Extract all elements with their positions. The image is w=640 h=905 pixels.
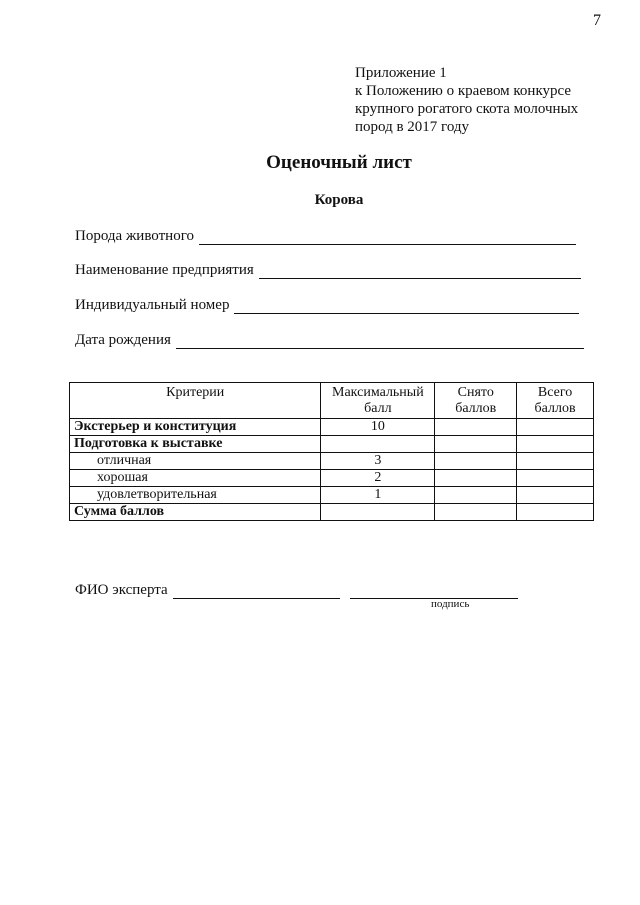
document-subtitle: Корова xyxy=(314,192,364,208)
appendix-line: пород в 2017 году xyxy=(355,119,470,135)
expert-signature-fill-line[interactable] xyxy=(350,584,518,599)
table-row xyxy=(70,487,594,504)
birth-date-label: Дата рождения xyxy=(75,332,171,348)
removed-points-cell[interactable] xyxy=(435,504,517,521)
max-score-cell: 10 xyxy=(321,419,435,436)
individual-number-fill-line[interactable] xyxy=(234,299,579,314)
removed-points-cell[interactable] xyxy=(435,453,517,470)
total-points-cell[interactable] xyxy=(517,504,594,521)
max-score-cell xyxy=(321,436,435,453)
appendix-line: крупного рогатого скота молочных xyxy=(355,101,579,117)
table-row xyxy=(70,419,594,436)
breed-fill-line[interactable] xyxy=(199,230,576,245)
breed-label: Порода животного xyxy=(75,228,194,244)
criterion-cell: Экстерьер и конституция xyxy=(70,419,321,436)
criterion-cell: Подготовка к выставке xyxy=(70,436,321,453)
table-header-row xyxy=(70,383,594,419)
removed-points-cell[interactable] xyxy=(435,487,517,504)
birth-date-fill-line[interactable] xyxy=(176,334,584,349)
max-score-cell: 3 xyxy=(321,453,435,470)
header-removed-points: Снято баллов xyxy=(435,383,517,419)
criteria-table xyxy=(69,382,594,521)
table-row xyxy=(70,453,594,470)
table-row xyxy=(70,504,594,521)
appendix-header xyxy=(355,64,578,136)
header-total-points: Всего баллов xyxy=(517,383,594,419)
table-row xyxy=(70,436,594,453)
criterion-cell: отличная xyxy=(70,453,321,470)
enterprise-field xyxy=(75,262,581,279)
expert-name-fill-line[interactable] xyxy=(173,584,340,599)
enterprise-label: Наименование предприятия xyxy=(75,262,254,278)
criterion-cell: удовлетворительная xyxy=(70,487,321,504)
signature-caption: подпись xyxy=(431,598,470,610)
removed-points-cell[interactable] xyxy=(435,419,517,436)
max-score-cell: 2 xyxy=(321,470,435,487)
individual-number-field xyxy=(75,297,579,314)
total-points-cell[interactable] xyxy=(517,453,594,470)
criterion-cell: хорошая xyxy=(70,470,321,487)
individual-number-label: Индивидуальный номер xyxy=(75,297,230,313)
total-points-cell[interactable] xyxy=(517,470,594,487)
criterion-cell: Сумма баллов xyxy=(70,504,321,521)
birth-date-field xyxy=(75,332,584,349)
header-criteria: Критерии xyxy=(70,383,321,419)
appendix-line: к Положению о краевом конкурсе xyxy=(355,83,572,99)
max-score-cell: 1 xyxy=(321,487,435,504)
table-row xyxy=(70,470,594,487)
expert-label: ФИО эксперта xyxy=(75,582,168,598)
total-points-cell[interactable] xyxy=(517,487,594,504)
breed-field xyxy=(75,228,576,245)
appendix-line: Приложение 1 xyxy=(355,65,447,81)
header-max-score: Максимальный балл xyxy=(321,383,435,419)
total-points-cell[interactable] xyxy=(517,436,594,453)
enterprise-fill-line[interactable] xyxy=(259,264,581,279)
removed-points-cell[interactable] xyxy=(435,436,517,453)
document-title: Оценочный лист xyxy=(266,152,412,173)
removed-points-cell[interactable] xyxy=(435,470,517,487)
max-score-cell xyxy=(321,504,435,521)
expert-field xyxy=(75,582,518,599)
total-points-cell[interactable] xyxy=(517,419,594,436)
page-number: 7 xyxy=(593,12,601,29)
